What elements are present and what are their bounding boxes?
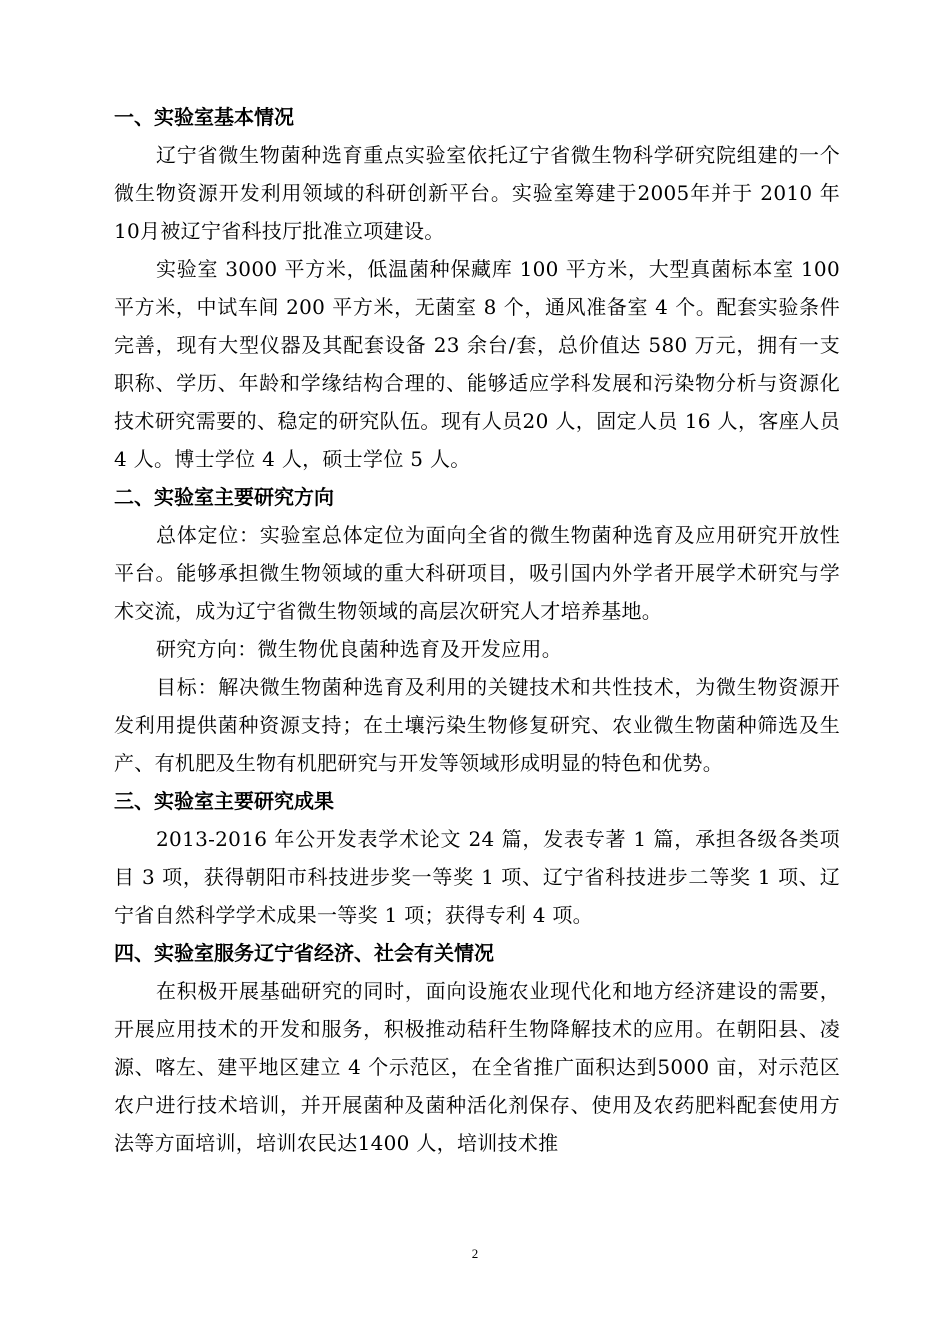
document-body bbox=[114, 98, 840, 1162]
section-heading: 一、实验室基本情况 bbox=[114, 105, 294, 129]
paragraph: 2013-2016 年公开发表学术论文 24 篇，发表专著 1 篇，承担各级各类项目 3 项，获得朝阳市科技进步奖一等奖 1 项、辽宁省科技进步二等奖 1 项、辽宁省自然科学学术成果一等奖 1 项；获得专利 4 项。 bbox=[114, 827, 840, 927]
section-research-direction bbox=[114, 478, 840, 782]
section-research-results bbox=[114, 782, 840, 934]
paragraph: 在积极开展基础研究的同时，面向设施农业现代化和地方经济建设的需要，开展应用技术的开发和服务，积极推动秸秆生物降解技术的应用。在朝阳县、凌源、喀左、建平地区建立 4 个示范区，在全省推广面积达到5000 亩，对示范区农户进行技术培训，并开展菌种及菌种活化剂保存、使用及农药肥料配套使用方法等方面培训，培训农民达1400 人，培训技术推 bbox=[114, 979, 840, 1155]
section-social-service bbox=[114, 934, 840, 1162]
section-heading: 二、实验室主要研究方向 bbox=[114, 485, 334, 509]
paragraph: 辽宁省微生物菌种选育重点实验室依托辽宁省微生物科学研究院组建的一个微生物资源开发利用领域的科研创新平台。实验室筹建于2005年并于 2010 年 10月被辽宁省科技厅批准立项建设。 bbox=[114, 143, 840, 243]
section-basic-info bbox=[114, 98, 840, 478]
paragraph: 总体定位：实验室总体定位为面向全省的微生物菌种选育及应用研究开放性平台。能够承担微生物领域的重大科研项目，吸引国内外学者开展学术研究与学术交流，成为辽宁省微生物领域的高层次研究人才培养基地。 bbox=[114, 523, 840, 623]
paragraph: 实验室 3000 平方米，低温菌种保藏库 100 平方米，大型真菌标本室 100 平方米，中试车间 200 平方米，无菌室 8 个，通风准备室 4 个。配套实验条件完善，现有大型仪器及其配套设备 23 余台/套，总价值达 580 万元，拥有一支职称、学历、年龄和学缘结构合理的、能够适应学科发展和污染物分析与资源化技术研究需要的、稳定的研究队伍。现有人员20 人，固定人员 16 人，客座人员 4 人。博士学位 4 人，硕士学位 5 人。 bbox=[114, 257, 840, 471]
section-heading: 三、实验室主要研究成果 bbox=[114, 789, 334, 813]
page-number: 2 bbox=[471, 1246, 479, 1261]
paragraph: 目标：解决微生物菌种选育及利用的关键技术和共性技术，为微生物资源开发利用提供菌种资源支持；在土壤污染生物修复研究、农业微生物菌种筛选及生产、有机肥及生物有机肥研究与开发等领域形成明显的特色和优势。 bbox=[114, 675, 840, 775]
paragraph: 研究方向：微生物优良菌种选育及开发应用。 bbox=[156, 637, 562, 661]
section-heading: 四、实验室服务辽宁省经济、社会有关情况 bbox=[114, 941, 494, 965]
